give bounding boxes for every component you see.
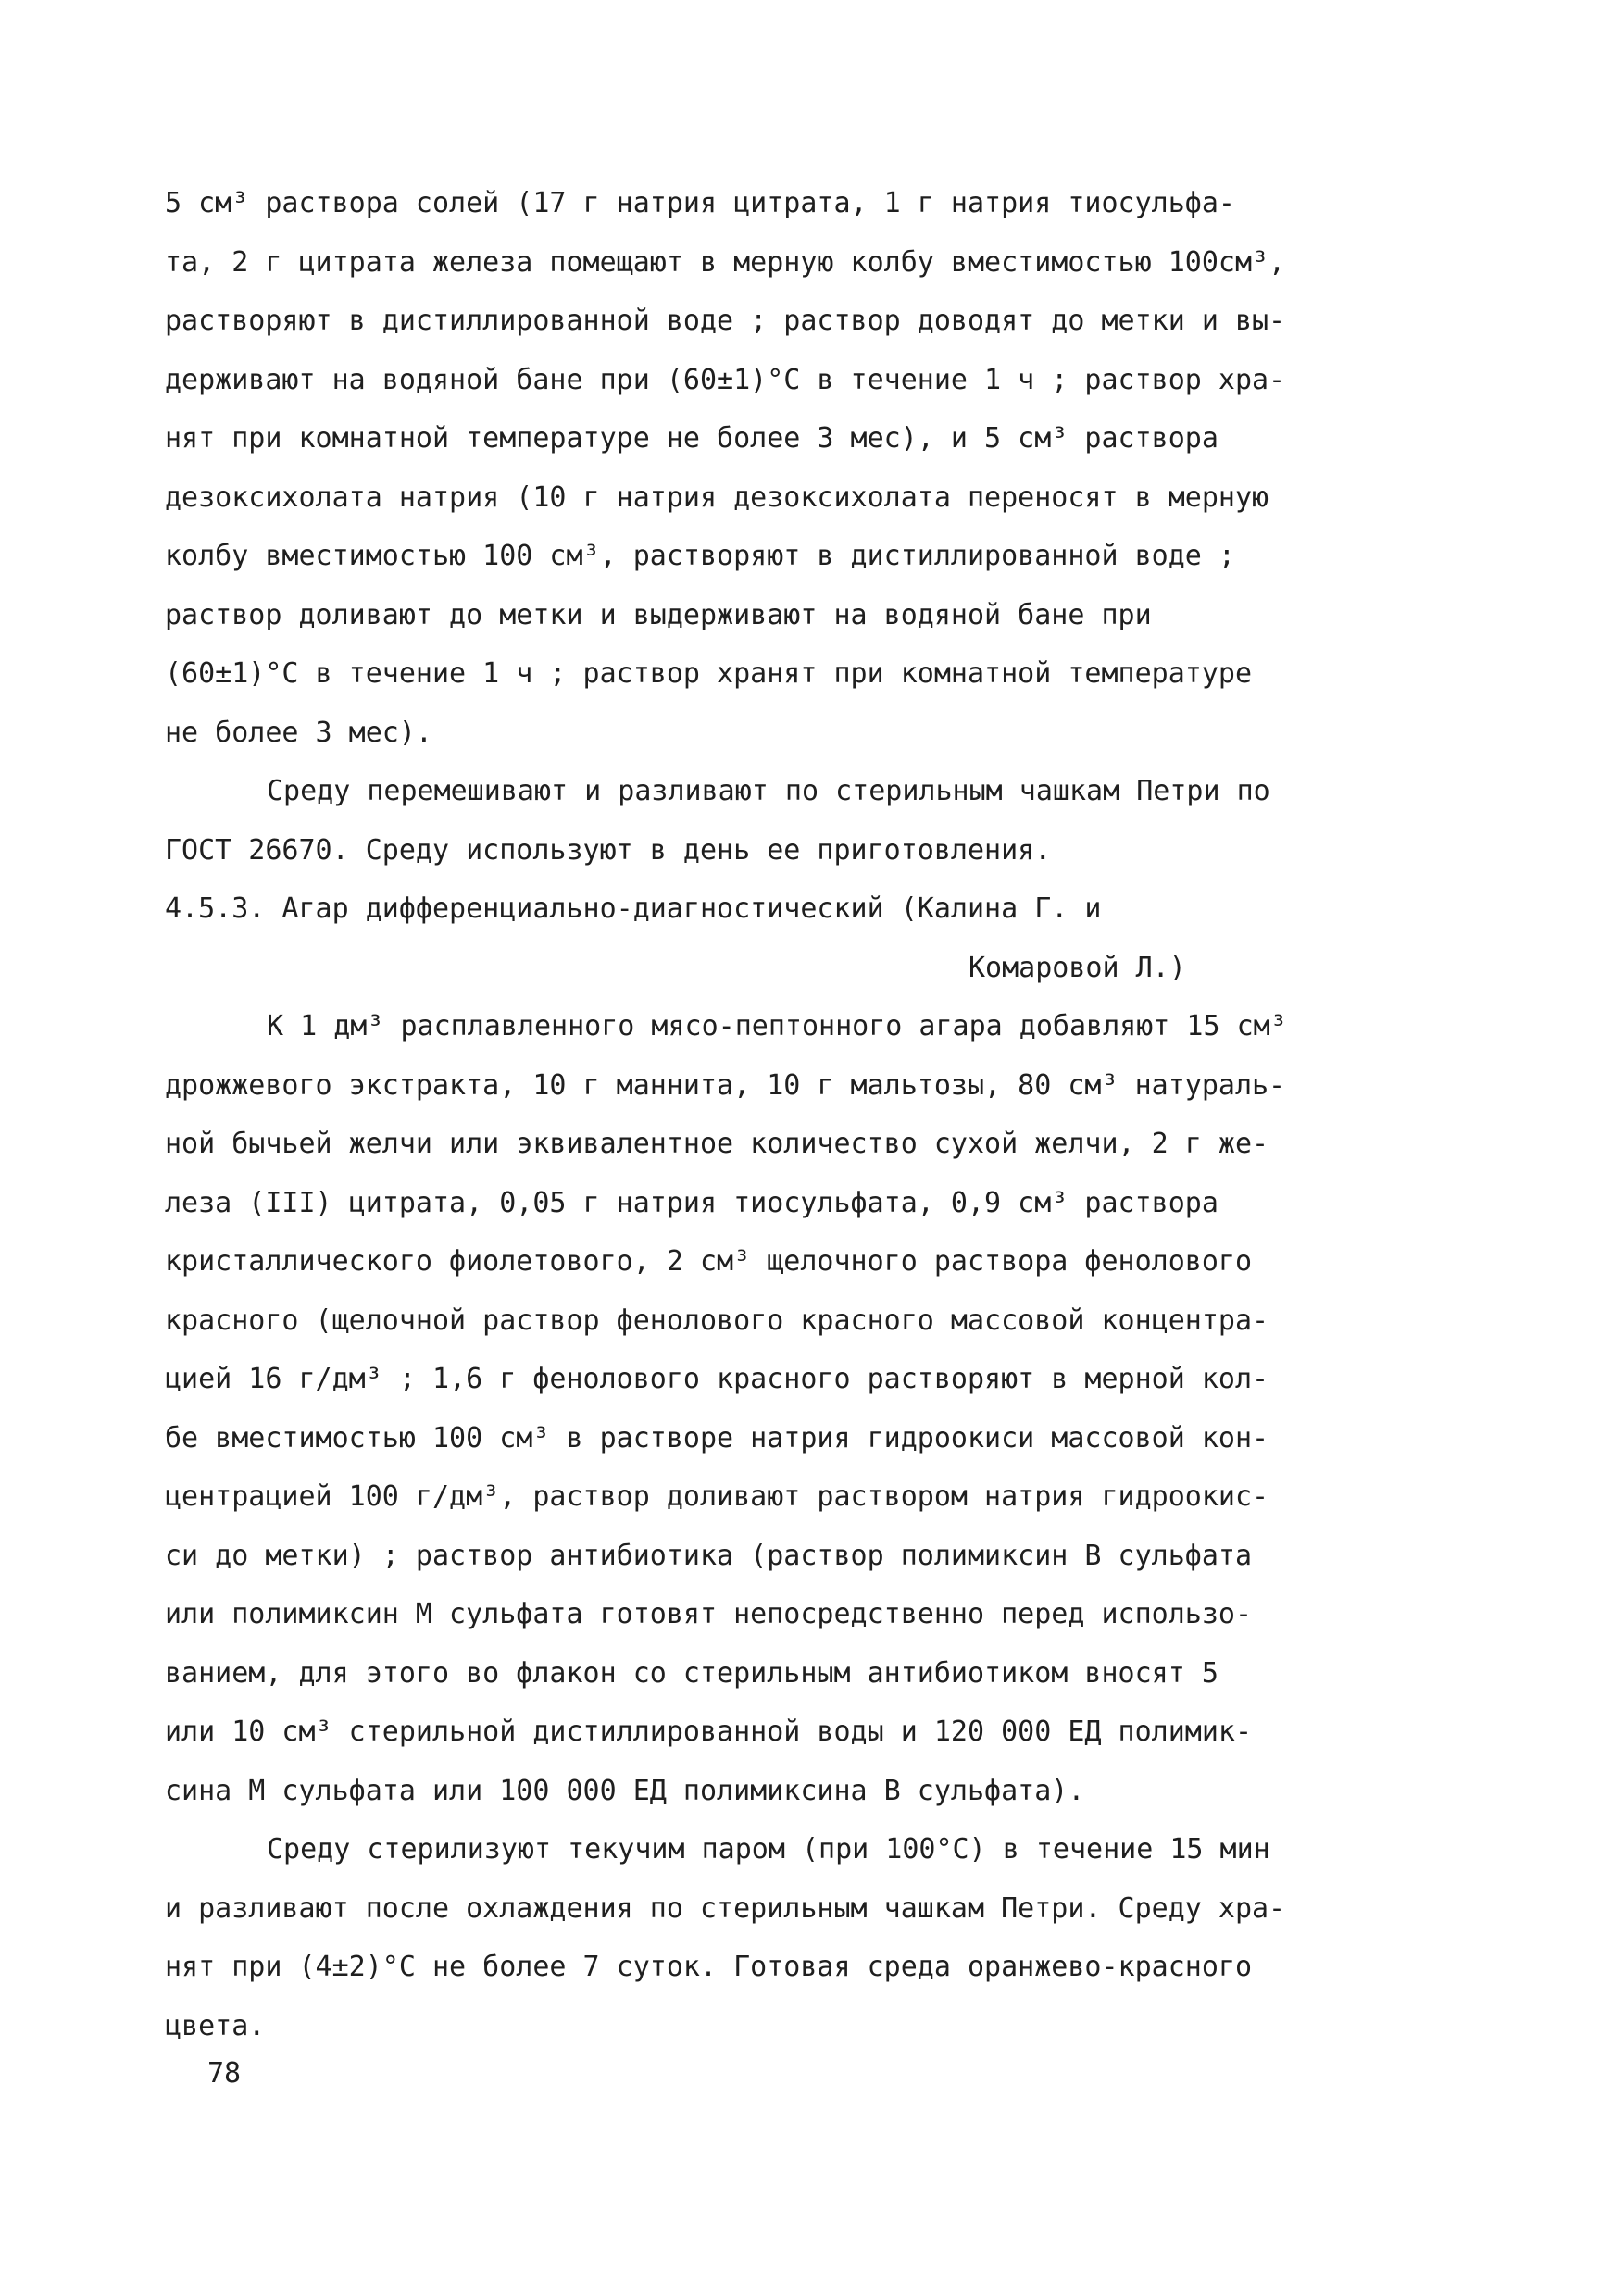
page-number: 78 <box>207 2057 242 2090</box>
text-line: колбу вместимостью 100 см³, растворяют в дистиллированной воде ; <box>165 540 1235 572</box>
text-line: нят при комнатной температуре не более 3 мес), и 5 см³ раствора <box>165 422 1219 455</box>
text-line: нят при (4±2)°С не более 7 суток. Готовая среда оранжево-красного <box>165 1951 1252 1983</box>
text-line: ванием, для этого во флакон со стерильным антибиотиком вносят 5 <box>165 1656 1219 1690</box>
text-line: ГОСТ 26670. Среду используют в день ее приготовления. <box>165 833 1052 867</box>
paragraph-first-line: Среду стерилизуют текучим паром (при 100°С) в течение 15 мин <box>267 1833 1270 1866</box>
text-line: дрожжевого экстракта, 10 г маннита, 10 г мальтозы, 80 см³ натураль- <box>165 1068 1286 1102</box>
text-line: держивают на водяной бане при (60±1)°С в течение 1 ч ; раствор хра- <box>165 363 1286 396</box>
section-heading-continuation: Комаровой Л.) <box>969 951 1186 984</box>
paragraph-first-line: Среду перемешивают и разливают по стерильным чашкам Петри по <box>267 775 1270 807</box>
text-line: леза (III) цитрата, 0,05 г натрия тиосульфата, 0,9 см³ раствора <box>165 1186 1219 1219</box>
text-line: (60±1)°С в течение 1 ч ; раствор хранят при комнатной температуре <box>165 657 1252 690</box>
body-text <box>165 174 1415 2055</box>
text-line: и разливают после охлаждения по стерильным чашкам Петри. Среду хра- <box>165 1891 1286 1925</box>
section-heading: 4.5.3. Агар дифференциально-диагностический (Калина Г. и <box>165 892 1102 925</box>
text-line: сина М сульфата или 100 000 ЕД полимиксина В сульфата). <box>165 1774 1085 1807</box>
text-line: си до метки) ; раствор антибиотика (раствор полимиксин В сульфата <box>165 1539 1252 1572</box>
text-line: центрацией 100 г/дм³, раствор доливают раствором натрия гидроокис- <box>165 1480 1269 1513</box>
text-line: не более 3 мес). <box>165 716 432 749</box>
text-line: цией 16 г/дм³ ; 1,6 г фенолового красного растворяют в мерной кол- <box>165 1363 1269 1395</box>
text-line: ной бычьей желчи или эквивалентное количество сухой желчи, 2 г же- <box>165 1128 1269 1160</box>
paragraph-first-line: К 1 дм³ расплавленного мясо-пептонного агара добавляют 15 см³ <box>267 1010 1287 1042</box>
text-line: кристаллического фиолетового, 2 см³ щелочного раствора фенолового <box>165 1245 1252 1278</box>
text-line: цвета. <box>165 2009 266 2042</box>
text-line: красного (щелочной раствор фенолового красного массовой концентра- <box>165 1304 1269 1337</box>
text-line: дезоксихолата натрия (10 г натрия дезоксихолата переносят в мерную <box>165 480 1269 514</box>
text-line: или 10 см³ стерильной дистиллированной воды и 120 000 ЕД полимик- <box>165 1716 1252 1748</box>
text-line: та, 2 г цитрата железа помещают в мерную колбу вместимостью 100см³, <box>165 245 1286 279</box>
text-line: раствор доливают до метки и выдерживают на водяной бане при <box>165 598 1152 631</box>
text-line: бе вместимостью 100 см³ в растворе натрия гидроокиси массовой кон- <box>165 1421 1269 1454</box>
text-line: 5 см³ раствора солей (17 г натрия цитрата, 1 г натрия тиосульфа- <box>165 187 1235 219</box>
text-line: или полимиксин М сульфата готовят непосредственно перед использо- <box>165 1598 1252 1630</box>
text-line: растворяют в дистиллированной воде ; раствор доводят до метки и вы- <box>165 305 1286 337</box>
